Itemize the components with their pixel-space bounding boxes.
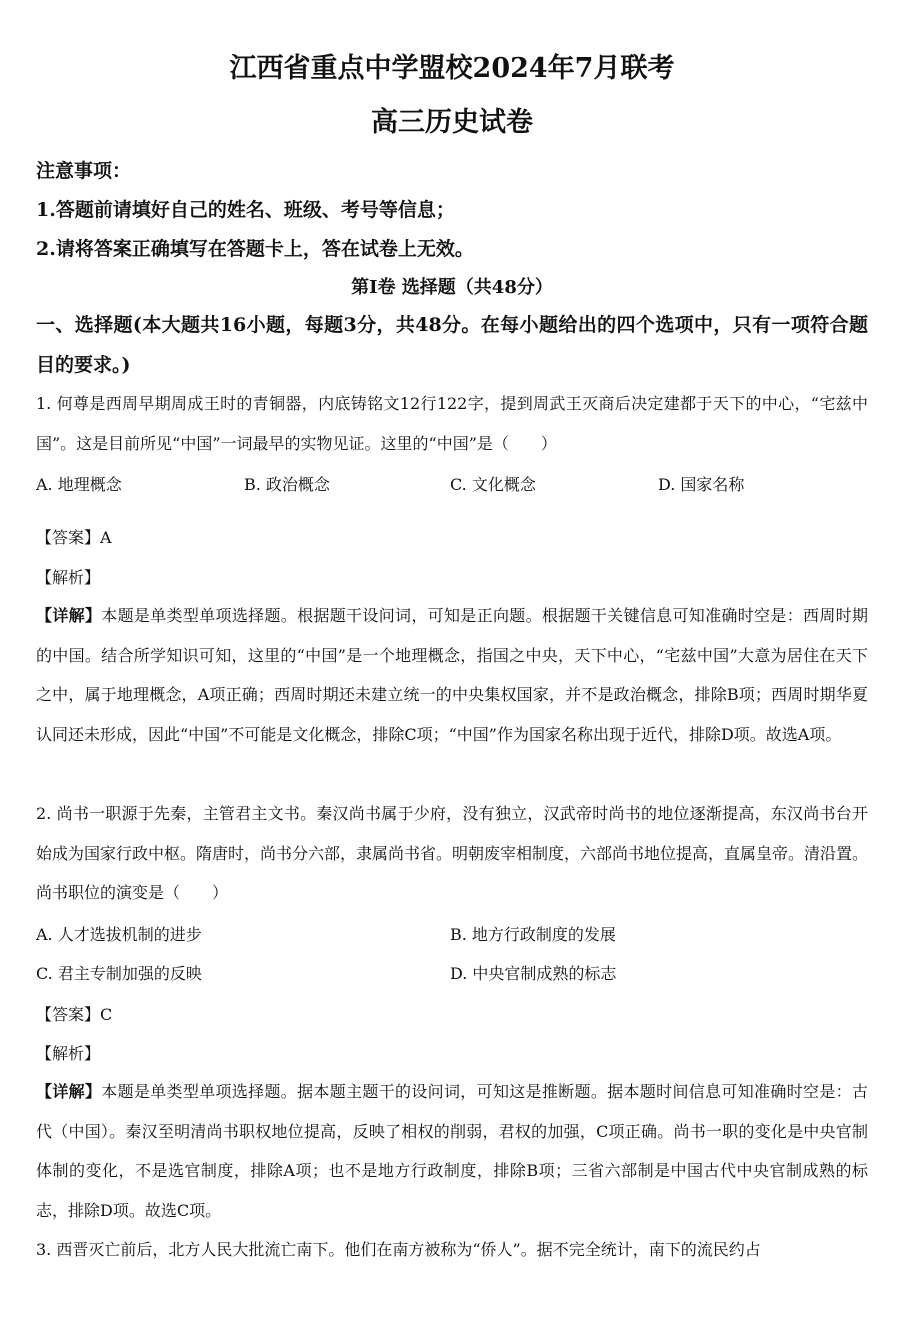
question-2-detail xyxy=(36,1072,868,1230)
question-2-option-d: D. 中央官制成熟的标志 xyxy=(450,964,617,983)
question-2-stem: 2. 尚书一职源于先秦，主管君主文书。秦汉尚书属于少府，没有独立，汉武帝时尚书的地位逐渐提高，东汉尚书台开始成为国家行政中枢。隋唐时，尚书分六部，隶属尚书省。明朝废宰相制度，六部尚书地位提高，直属皇帝。清沿置。尚书职位的演变是（ ） xyxy=(36,804,869,902)
question-2-analysis: 【解析】 xyxy=(36,1044,101,1063)
question-1-detail-text: 本题是单类型单项选择题。根据题干设问词，可知是正向题。根据题干关键信息可知准确时空是：西周时期的中国。结合所学知识可知，这里的“中国”是一个地理概念，指国之中央，天下中心，“宅兹中国”大意为居住在天下之中，属于地理概念，A项正确；西周时期还未建立统一的中央集权国家，并不是政治概念，排除B项；西周时期华夏认同还未形成，因此“中国”不可能是文化概念，排除C项；“中国”作为国家名称出现于近代，排除D项。故选A项。 xyxy=(36,606,868,744)
question-1-option-c: C. 文化概念 xyxy=(450,475,536,494)
notice-item-2: 2.请将答案正确填写在答题卡上，答在试卷上无效。 xyxy=(36,238,474,260)
section-instruction: 一、选择题(本大题共16小题，每题3分，共48分。在每小题给出的四个选项中，只有一项符合题目的要求。) xyxy=(36,314,868,376)
question-1-analysis: 【解析】 xyxy=(36,568,101,587)
notice-heading: 注意事项： xyxy=(36,160,132,182)
question-2-option-a: A. 人才选拔机制的进步 xyxy=(36,925,202,944)
question-1-detail xyxy=(36,596,868,754)
question-2-detail-text: 本题是单类型单项选择题。据本题主题干的设问词，可知这是推断题。据本题时间信息可知准确时空是：古代（中国）。秦汉至明清尚书职权地位提高，反映了相权的削弱，君权的加强，C项正确。尚书一职的变化是中央官制体制的变化，不是选官制度，排除A项；也不是地方行政制度，排除B项；三省六部制是中国古代中央官制成熟的标志，排除D项。故选C项。 xyxy=(36,1082,868,1220)
question-1-option-a: A. 地理概念 xyxy=(36,475,122,494)
question-2-detail-tag: 【详解】 xyxy=(36,1082,102,1101)
question-3-stem: 3. 西晋灭亡前后，北方人民大批流亡南下。他们在南方被称为“侨人”。据不完全统计，南下的流民约占 xyxy=(36,1240,761,1259)
question-2-answer: 【答案】C xyxy=(36,1005,113,1024)
question-1-detail-tag: 【详解】 xyxy=(36,606,102,625)
question-1-answer: 【答案】A xyxy=(36,528,112,547)
question-1-option-b: B. 政治概念 xyxy=(244,475,330,494)
notice-item-1: 1.答题前请填好自己的姓名、班级、考号等信息； xyxy=(36,199,455,221)
question-1-option-d: D. 国家名称 xyxy=(658,475,745,494)
question-2-option-c: C. 君主专制加强的反映 xyxy=(36,964,202,983)
section-title: 第Ⅰ卷 选择题（共48分） xyxy=(351,277,553,298)
question-2-option-b: B. 地方行政制度的发展 xyxy=(450,925,616,944)
exam-subtitle: 高三历史试卷 xyxy=(371,107,533,138)
question-1-stem: 1. 何尊是西周早期周成王时的青铜器，内底铸铭文12行122字，提到周武王灭商后决定建都于天下的中心，“宅兹中国”。这是目前所见“中国”一词最早的实物见证。这里的“中国”是（ ） xyxy=(36,394,868,453)
exam-title: 江西省重点中学盟校2024年7月联考 xyxy=(229,53,675,84)
